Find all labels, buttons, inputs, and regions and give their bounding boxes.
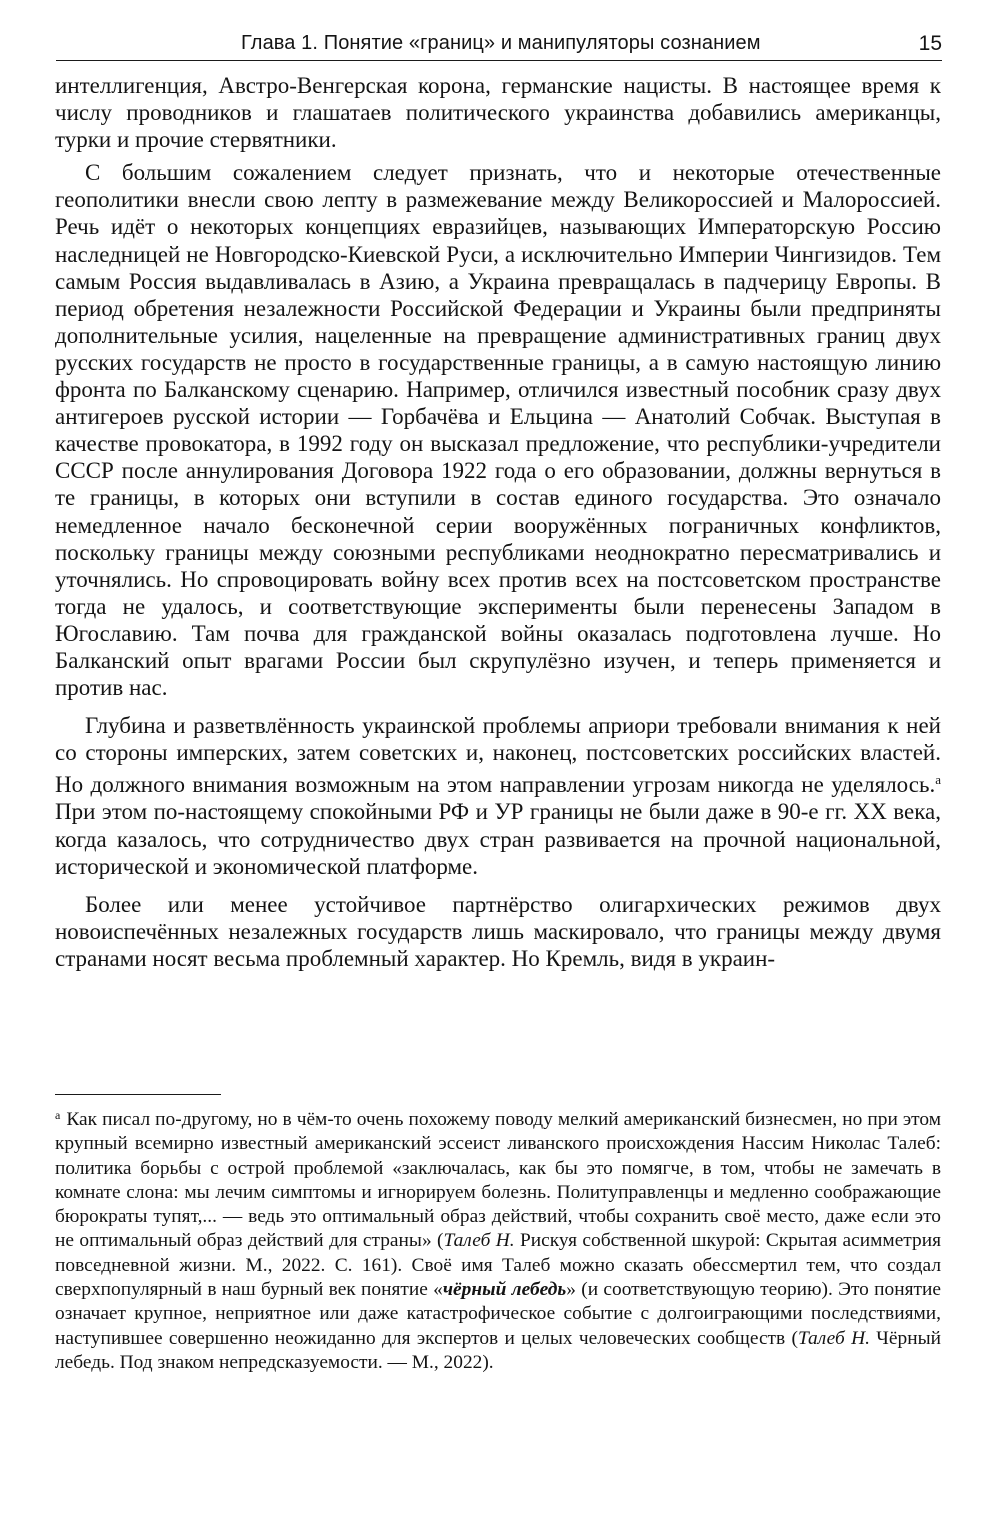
page-number: 15 (918, 32, 942, 55)
paragraph-3-text-a: Глубина и разветвлённость украинской проблемы априори требовали внимания к ней со стороны имперских, затем советских и, наконец, постсоветских российских властей. Но должного внимания возможным на этом направлении угрозам никогда не уделялось. (55, 713, 941, 798)
chapter-title: Глава 1. Понятие «границ» и манипуляторы сознанием (241, 32, 761, 54)
footnote-text-part-3: » (и соответствующую теорию). Это понятие означает крупное, неприятное или даже катастрофическое событие с долгоиграющими последствиями, наступившее совершенно неожиданно для экспертов и целых человеческих сообществ ( (55, 1279, 941, 1349)
paragraph-1: интеллигенция, Австро-Венгерская корона, германские нацисты. В настоящее время к числу проводников и глашатаев политического украинства добавились американцы, турки и прочие стервятники. (55, 73, 941, 153)
footnote-mark: а (55, 1108, 61, 1122)
footnote-text (55, 1103, 941, 1375)
citation-author-1: Талеб Н. (443, 1230, 515, 1252)
footnote-text-part-2: Рискуя собственной шкурой: Скрытая асимметрия повседневной жизни. М., 2022. С. 161). Своё имя Талеб можно сказать обессмертил тем, что создал сверхпопулярный в наш бурный век понятие « (55, 1230, 941, 1301)
footnote-reference[interactable]: а (935, 772, 941, 788)
paragraph-3 (55, 712, 941, 880)
running-header (56, 30, 942, 61)
paragraph-2: С большим сожалением следует признать, что и некоторые отечественные геополитики внесли свою лепту в размежевание между Великороссией и Малороссией. Речь идёт о некоторых концепциях евразийцев, называющих Императорскую Россию наследницей не Новгородско-Киевской Руси, а исключительно Империи Чингизидов. Тем самым Россия выдавливалась в Азию, а Украина превращалась в падчерицу Европы. В период обретения незалежности Российской Федерации и Украины были предприняты дополнительные усилия, нацеленные на превращение административных границ двух русских государств не просто в государственные границы, а в самую настоящую линию фронта по Балканскому сценарию. Например, отличился известный пособник сразу двух антигероев русской истории — Горбачёва и Ельцина — Анатолий Собчак. Выступая в качестве провокатора, в 1992 году он высказал предложение, что республики-учредители СССР после аннулирования Договора 1922 года о его образовании, должны вернуться в те границы, в которых они вступили в состав единого государства. Это означало немедленное начало бесконечной серии вооружённых пограничных конфликтов, поскольку границы между союзными республиками неоднократно пересматривались и уточнялись. Но спровоцировать войну всех против всех на постсоветском пространстве тогда не удалось, и соответствующие эксперименты были перенесены Западом в Югославию. Там почва для гражданской войны оказалась подготовлена лучше. Но Балканский опыт врагами России был скрупулёзно изучен, и теперь применяется и против нас. (55, 160, 941, 701)
term-black-swan: чёрный лебедь (442, 1279, 567, 1301)
footnote (55, 1103, 941, 1375)
footnote-text-part-1: Как писал по-другому, но в чём-то очень похожему поводу мелкий американский бизнесмен, но при этом крупный всемирно известный американский эссеист ливанского происхождения Нассим Николас Талеб: политика борьбы с острой проблемой «заключалась, как бы это помягче, в том, чтобы не замечать в комнате слона: мы лечим симптомы и игнорируем болезнь. Политуправленцы и медленно соображающие бюрократы тупят,... — ведь это оптимальный образ действий, чтобы сохранить своё место, даже если это не оптимальный образ действий для страны» ( (55, 1109, 941, 1252)
footnote-text-part-4: Чёрный лебедь. Под знаком непредсказуемости. — М., 2022). (55, 1327, 941, 1373)
citation-author-2: Талеб Н. (797, 1327, 870, 1349)
main-text (55, 72, 941, 972)
paragraph-4: Более или менее устойчивое партнёрство олигархических режимов двух новоиспечённых незалежных государств лишь маскировало, что границы между двумя странами носят весьма проблемный характер. Но Кремль, видя в украин- (55, 891, 941, 971)
paragraph-3-text-b: При этом по-настоящему спокойными РФ и УР границы не были даже в 90-е гг. XX века, когда казалось, что сотрудничество двух стран развивается на прочной национальной, исторической и экономической платформе. (55, 799, 941, 879)
footnote-divider (55, 1094, 221, 1095)
